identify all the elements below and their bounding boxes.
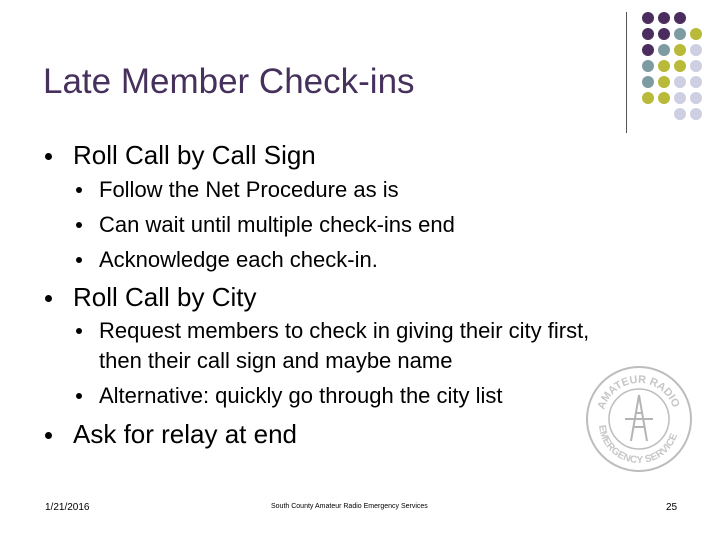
grid-dot [690, 44, 702, 56]
grid-dot [690, 60, 702, 72]
grid-dot [642, 44, 654, 56]
grid-dot [690, 92, 702, 104]
bullet-icon [45, 153, 52, 160]
sub-bullet-continuation: then their call sign and maybe name [99, 348, 453, 373]
bullet-roll-call-sign: Roll Call by Call Sign [73, 140, 316, 170]
bullet-icon [76, 187, 82, 193]
footer-date: 1/21/2016 [45, 502, 90, 513]
sub-bullet: Alternative: quickly go through the city list [99, 383, 503, 408]
sub-bullet: Acknowledge each check-in. [99, 247, 378, 272]
grid-dot [674, 60, 686, 72]
grid-dot [658, 76, 670, 88]
grid-dot [642, 28, 654, 40]
bullet-icon [76, 328, 82, 334]
sub-bullet: Follow the Net Procedure as is [99, 177, 399, 202]
slide-title: Late Member Check-ins [43, 62, 415, 101]
grid-dot [658, 44, 670, 56]
bullet-relay: Ask for relay at end [73, 419, 297, 449]
grid-dot [674, 92, 686, 104]
grid-dot [690, 28, 702, 40]
sub-bullet: Can wait until multiple check-ins end [99, 212, 455, 237]
grid-dot [658, 12, 670, 24]
sub-bullet: Request members to check in giving their city first, [99, 318, 590, 343]
grid-dot [674, 76, 686, 88]
grid-dot [674, 12, 686, 24]
bullet-icon [76, 393, 82, 399]
grid-dot [642, 76, 654, 88]
grid-dot [674, 108, 686, 120]
bullet-icon [76, 222, 82, 228]
grid-dot [690, 76, 702, 88]
grid-dot [658, 92, 670, 104]
grid-dot [658, 28, 670, 40]
grid-dot [674, 44, 686, 56]
ares-seal-logo [585, 365, 693, 473]
grid-dot [674, 28, 686, 40]
bullet-roll-call-city: Roll Call by City [73, 282, 257, 312]
bullet-icon [76, 257, 82, 263]
footer-organization: South County Amateur Radio Emergency Services [271, 503, 428, 510]
grid-dot [642, 60, 654, 72]
svg-text:EMERGENCY SERVICE: EMERGENCY SERVICE [595, 424, 681, 467]
grid-dot [642, 92, 654, 104]
bullet-icon [45, 295, 52, 302]
slide-number: 25 [666, 502, 678, 513]
grid-dot [690, 108, 702, 120]
bullet-icon [45, 432, 52, 439]
title-divider [626, 12, 627, 133]
grid-dot [642, 12, 654, 24]
grid-dot [658, 60, 670, 72]
svg-text:AMATEUR RADIO: AMATEUR RADIO [595, 373, 682, 412]
